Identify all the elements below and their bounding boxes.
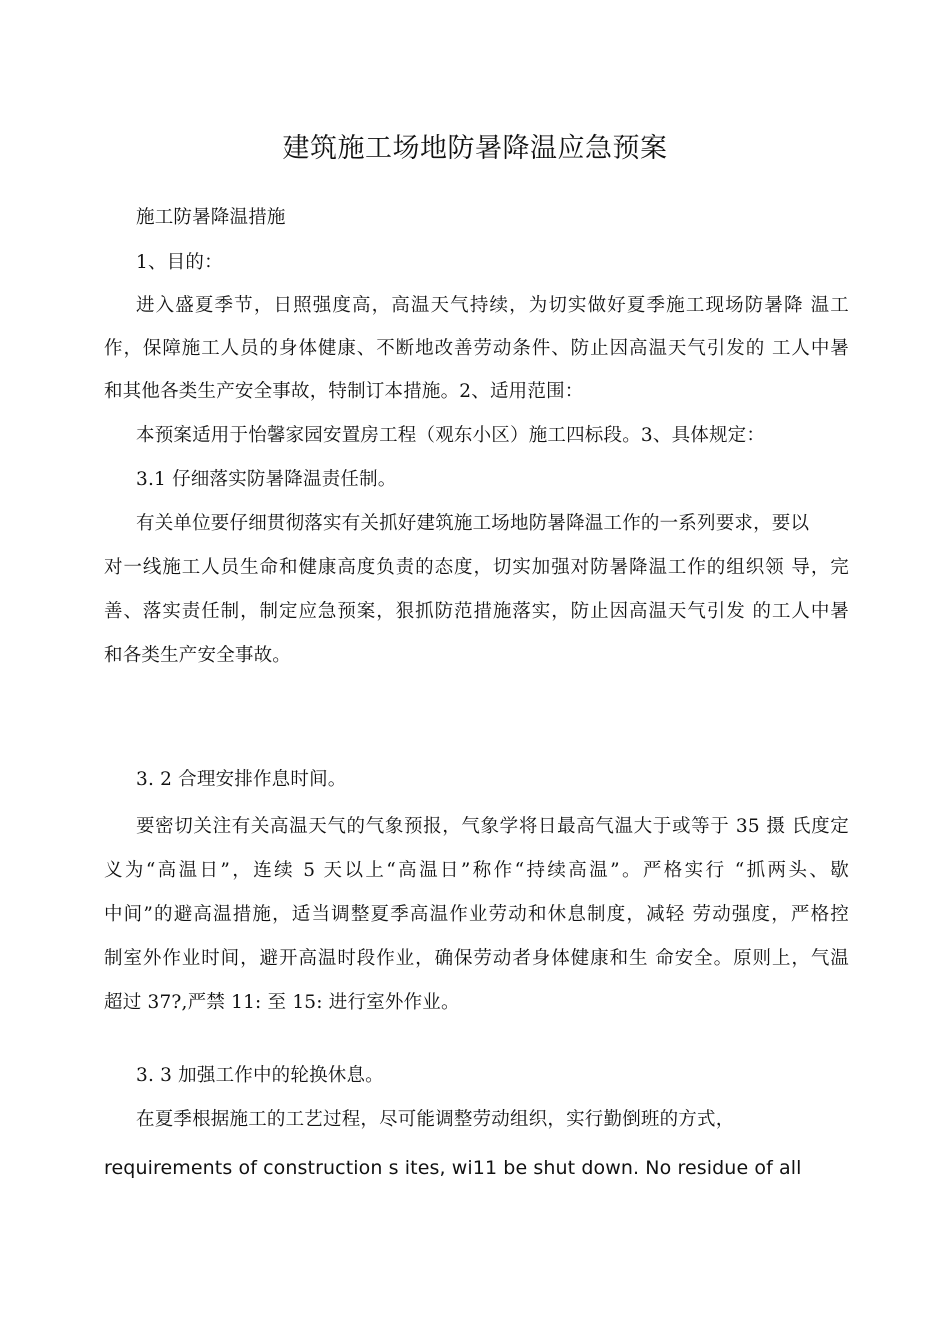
paragraph-line: 善、落实责任制，制定应急预案，狠抓防范措施落实，防止因高温天气引发 的工人中暑 [104,601,849,622]
paragraph-line: 本预案适用于怡馨家园安置房工程（观东小区）施工四标段。3、具体规定： [136,425,766,446]
paragraph-line: 中间”的避高温措施，适当调整夏季高温作业劳动和休息制度，减轻 劳动强度，严格控 [104,904,849,925]
paragraph-line: 要密切关注有关高温天气的气象预报，气象学将日最高气温大于或等于 35 摄 氏度定 [136,816,849,837]
paragraph-line: 义为“高温日”，连续 5 天以上“高温日”称作“持续高温”。严格实行 “抓两头、歇 [104,860,849,881]
paragraph-line: 作，保障施工人员的身体健康、不断地改善劳动条件、防止因高温天气引发的 工人中暑 [104,338,849,359]
paragraph-line: 和其他各类生产安全事故，特制订本措施。2、适用范围： [104,381,584,402]
document-title: 建筑施工场地防暑降温应急预案 [282,133,668,164]
paragraph-line: 对一线施工人员生命和健康高度负责的态度，切实加强对防暑降温工作的组织领 导，完 [104,557,849,578]
english-text-line: requirements of construction s ites, wi11 be shut down. No residue of all [104,1157,802,1179]
paragraph-line: 和各类生产安全事故。 [104,645,292,666]
subsection-heading: 3.1 仔细落实防暑降温责任制。 [136,469,397,490]
paragraph-line: 制室外作业时间，避开高温时段作业，确保劳动者身体健康和生 命安全。原则上，气温 [104,948,849,969]
section-heading: 施工防暑降温措施 [136,207,286,228]
paragraph-line: 在夏季根据施工的工艺过程，尽可能调整劳动组织，实行勤倒班的方式， [136,1109,735,1130]
subsection-heading: 3. 3 加强工作中的轮换休息。 [136,1065,384,1086]
subsection-heading: 3. 2 合理安排作息时间。 [136,769,347,790]
subsection-heading: 1、目的： [136,252,223,273]
paragraph-line: 进入盛夏季节，日照强度高，高温天气持续，为切实做好夏季施工现场防暑降 温工 [136,295,849,316]
paragraph-line: 超过 37?,严禁 11: 至 15: 进行室外作业。 [104,992,460,1013]
paragraph-line: 有关单位要仔细贯彻落实有关抓好建筑施工场地防暑降温工作的一系列要求，要以 [136,513,810,534]
